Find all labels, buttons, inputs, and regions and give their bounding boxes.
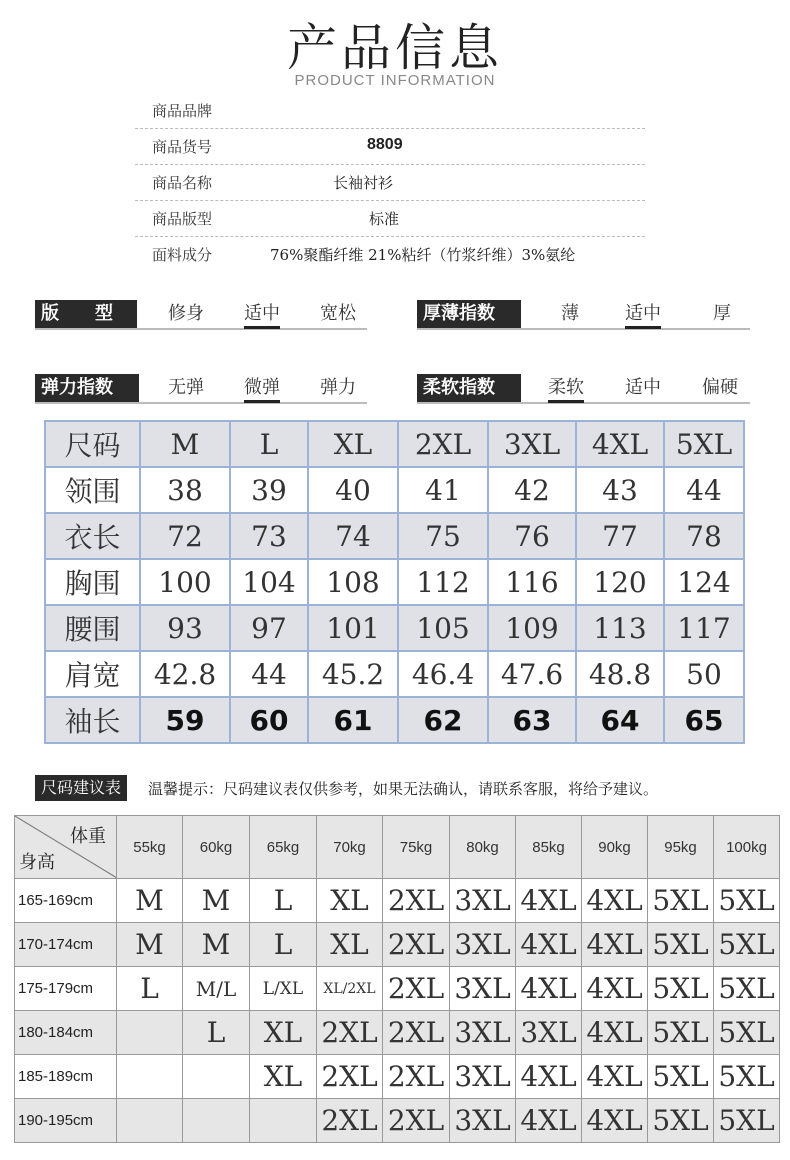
size-cell: XL [250,1055,317,1099]
softness-option: 偏硬 [702,377,738,398]
softness-option: 适中 [625,377,661,398]
size-cell: 2XL [383,1099,450,1143]
size-cell: L [183,1011,250,1055]
size-cell: 4XL [516,879,582,923]
table-row [15,1055,780,1099]
size-cell: M [117,879,183,923]
info-label: 商品版型 [152,210,213,228]
weight-header: 95kg [648,816,714,879]
size-cell: 2XL [383,923,450,967]
table-cell: 101 [308,605,398,651]
table-cell: 59 [140,697,230,743]
advice-header-row [15,816,780,879]
size-cell: 2XL [317,1011,383,1055]
size-cell: 4XL [516,1055,582,1099]
height-label: 190-195cm [15,1099,117,1143]
table-cell: 46.4 [398,651,488,697]
table-cell: 39 [230,467,308,513]
weight-header: 90kg [582,816,648,879]
table-cell: 65 [664,697,744,743]
size-cell [250,1099,317,1143]
table-cell: 60 [230,697,308,743]
size-cell: XL [250,1011,317,1055]
table-row [15,1011,780,1055]
size-cell: M [183,879,250,923]
weight-header: 75kg [383,816,450,879]
fit-option: 宽松 [320,303,356,324]
table-cell: 40 [308,467,398,513]
size-cell: 4XL [582,967,648,1011]
table-cell: 104 [230,559,308,605]
thickness-option: 厚 [713,303,731,324]
fit-option: 修身 [168,303,204,324]
size-cell: 5XL [648,879,714,923]
table-cell: 108 [308,559,398,605]
size-cell: 3XL [450,923,516,967]
table-cell: 47.6 [488,651,576,697]
info-value: 8809 [367,136,403,153]
size-cell: 4XL [582,879,648,923]
table-cell: 113 [576,605,664,651]
table-cell: 42 [488,467,576,513]
size-cell: 5XL [714,1011,780,1055]
size-header-row [45,421,744,467]
thickness-index-bar [417,300,750,330]
table-cell: 63 [488,697,576,743]
table-cell: 43 [576,467,664,513]
table-cell: 116 [488,559,576,605]
size-cell: 4XL [582,1055,648,1099]
weight-header: 55kg [117,816,183,879]
size-cell: M/L [183,967,250,1011]
table-cell: 75 [398,513,488,559]
row-label: 肩宽 [45,651,140,697]
thickness-index-title: 厚薄指数 [417,300,521,328]
weight-header: 60kg [183,816,250,879]
table-cell: 45.2 [308,651,398,697]
size-cell: 5XL [714,1099,780,1143]
table-row [45,697,744,743]
elastic-option: 无弹 [168,377,204,398]
info-label: 面料成分 [152,246,213,264]
table-cell: 44 [230,651,308,697]
size-cell: L [250,879,317,923]
table-cell: 41 [398,467,488,513]
size-header-cell: M [140,421,230,467]
height-label: 165-169cm [15,879,117,923]
height-label: 185-189cm [15,1055,117,1099]
size-cell: L/XL [250,967,317,1011]
table-cell: 48.8 [576,651,664,697]
size-cell: XL [317,879,383,923]
info-row-sku [135,128,645,165]
info-value: 长袖衬衫 [333,174,394,192]
weight-header: 80kg [450,816,516,879]
size-cell: XL [317,923,383,967]
row-label: 腰围 [45,605,140,651]
size-cell: M [117,923,183,967]
info-row-brand [135,92,645,129]
row-label: 衣长 [45,513,140,559]
info-label: 商品名称 [152,174,213,192]
size-cell: 4XL [516,1099,582,1143]
size-cell: 3XL [450,879,516,923]
size-cell [183,1099,250,1143]
size-cell: 5XL [648,1055,714,1099]
table-cell: 62 [398,697,488,743]
size-cell [117,1055,183,1099]
size-cell: 4XL [516,923,582,967]
table-cell: 117 [664,605,744,651]
size-cell: M [183,923,250,967]
table-cell: 120 [576,559,664,605]
row-label: 领围 [45,467,140,513]
softness-index-title: 柔软指数 [417,374,521,402]
table-cell: 74 [308,513,398,559]
size-header-cell: 4XL [576,421,664,467]
size-cell: 5XL [648,1011,714,1055]
height-label: 170-174cm [15,923,117,967]
size-cell: 2XL [383,967,450,1011]
size-cell: 5XL [648,1099,714,1143]
info-row-name [135,164,645,201]
thickness-option: 薄 [561,303,579,324]
size-cell: 5XL [714,967,780,1011]
info-row-fit [135,200,645,237]
size-cell: L [117,967,183,1011]
table-cell: 109 [488,605,576,651]
height-label: 180-184cm [15,1011,117,1055]
size-cell: 2XL [317,1099,383,1143]
table-cell: 42.8 [140,651,230,697]
size-cell: 4XL [582,923,648,967]
table-cell: 61 [308,697,398,743]
size-advice-table [14,815,780,1143]
page-title: 产品信息 [287,19,503,77]
size-cell [117,1099,183,1143]
size-header-cell: XL [308,421,398,467]
table-cell: 50 [664,651,744,697]
weight-header: 85kg [516,816,582,879]
size-cell: 2XL [383,1055,450,1099]
elastic-option: 弹力 [320,377,356,398]
table-cell: 38 [140,467,230,513]
fit-index-title: 版 型 [35,300,137,328]
size-header-cell: 5XL [664,421,744,467]
size-cell: 5XL [714,923,780,967]
size-cell: XL/2XL [317,967,383,1011]
table-cell: 93 [140,605,230,651]
table-cell: 124 [664,559,744,605]
size-cell: 3XL [516,1011,582,1055]
size-cell: 3XL [450,967,516,1011]
fit-index-bar [35,300,367,330]
table-row [45,513,744,559]
corner-weight-label: 体重 [70,826,106,847]
info-row-fabric [135,236,645,272]
size-header-cell: 3XL [488,421,576,467]
size-chart-table [44,420,745,744]
weight-header: 100kg [714,816,780,879]
row-label: 袖长 [45,697,140,743]
table-cell: 64 [576,697,664,743]
table-cell: 44 [664,467,744,513]
weight-header: 65kg [250,816,317,879]
size-advice-tag: 尺码建议表 [35,775,127,801]
page-subtitle: PRODUCT INFORMATION [294,72,496,89]
size-cell: 3XL [450,1011,516,1055]
size-cell: 4XL [516,967,582,1011]
table-row [45,651,744,697]
size-cell: 3XL [450,1099,516,1143]
size-cell: 4XL [582,1099,648,1143]
size-cell: L [250,923,317,967]
size-cell [183,1055,250,1099]
size-cell: 2XL [317,1055,383,1099]
info-value: 76%聚酯纤维 21%粘纤（竹浆纤维）3%氨纶 [270,246,576,264]
table-cell: 73 [230,513,308,559]
size-cell: 5XL [648,967,714,1011]
size-cell: 2XL [383,879,450,923]
size-header-label: 尺码 [45,421,140,467]
table-cell: 97 [230,605,308,651]
weight-header: 70kg [317,816,383,879]
table-row [45,559,744,605]
table-row [15,967,780,1011]
info-value: 标准 [369,210,400,228]
size-cell [117,1011,183,1055]
row-label: 胸围 [45,559,140,605]
table-cell: 77 [576,513,664,559]
softness-index-bar [417,374,750,404]
size-cell: 5XL [714,879,780,923]
corner-height-label: 身高 [19,852,55,873]
table-row [15,1099,780,1143]
table-row [15,879,780,923]
table-row [15,923,780,967]
size-advice-note: 温馨提示：尺码建议表仅供参考，如果无法确认，请联系客服，将给予建议。 [148,780,659,798]
elastic-index-title: 弹力指数 [35,374,139,402]
size-cell: 5XL [648,923,714,967]
table-row [45,605,744,651]
size-header-cell: L [230,421,308,467]
table-cell: 112 [398,559,488,605]
elastic-option-selected: 微弹 [244,374,280,403]
info-label: 商品品牌 [152,102,213,120]
table-cell: 78 [664,513,744,559]
size-header-cell: 2XL [398,421,488,467]
elastic-index-bar [35,374,367,404]
info-label: 商品货号 [152,138,213,156]
size-cell: 5XL [714,1055,780,1099]
size-cell: 2XL [383,1011,450,1055]
size-cell: 3XL [450,1055,516,1099]
advice-corner-cell [15,816,117,879]
size-cell: 4XL [582,1011,648,1055]
table-row [45,467,744,513]
table-cell: 105 [398,605,488,651]
height-label: 175-179cm [15,967,117,1011]
thickness-option-selected: 适中 [625,300,661,329]
table-cell: 76 [488,513,576,559]
table-cell: 72 [140,513,230,559]
fit-option-selected: 适中 [244,300,280,329]
table-cell: 100 [140,559,230,605]
softness-option-selected: 柔软 [548,374,584,403]
